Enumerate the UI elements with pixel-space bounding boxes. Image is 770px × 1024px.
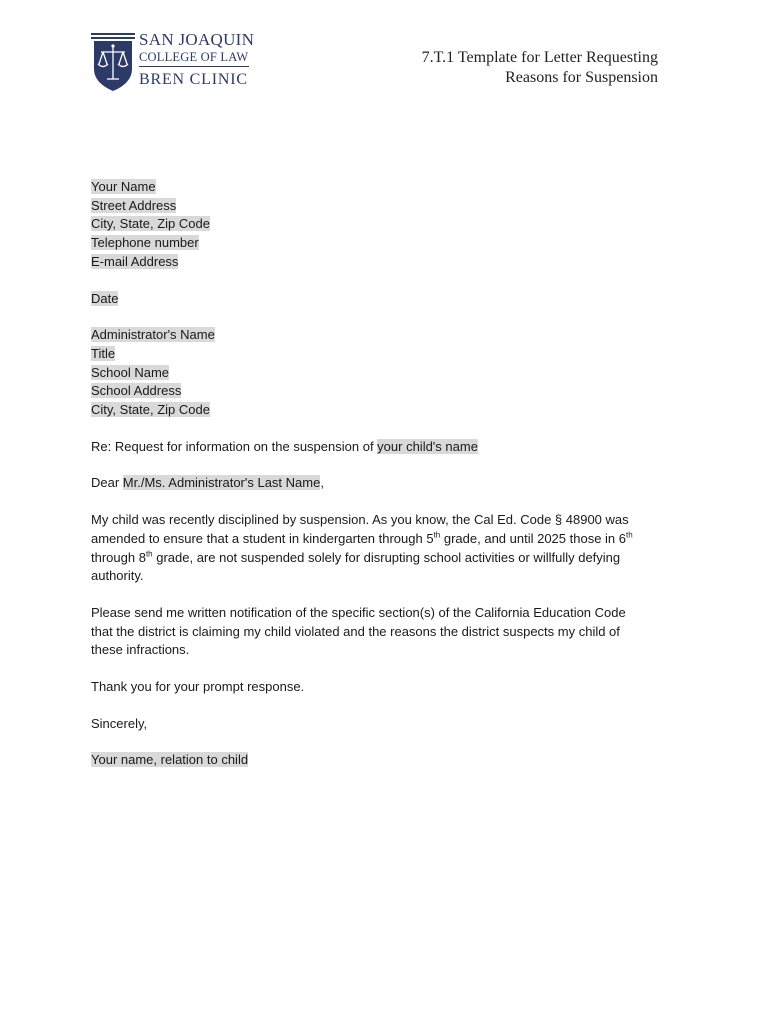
recipient-title-field: Title xyxy=(91,345,116,361)
paragraph-2-line-2: that the district is claiming my child violated and the reasons the district suspects my child of xyxy=(91,623,620,639)
p1-text-3: grade, and until 2025 those in 6 xyxy=(440,530,627,546)
recipient-block xyxy=(91,326,691,420)
logo-line-2: COLLEGE OF LAW xyxy=(139,50,249,64)
clinic-logo xyxy=(91,31,261,93)
closing: Sincerely, xyxy=(91,715,148,731)
recipient-school-field: School Name xyxy=(91,364,170,380)
superscript-th-2: th xyxy=(626,530,633,540)
recipient-address-field: School Address xyxy=(91,383,182,399)
superscript-th-3: th xyxy=(145,549,153,559)
administrator-last-name-field: Mr./Ms. Administrator's Last Name xyxy=(122,475,321,491)
letter-body xyxy=(91,178,691,770)
superscript-th-1: th xyxy=(433,530,441,540)
sender-phone-field: Telephone number xyxy=(91,235,199,251)
salutation xyxy=(91,474,691,493)
p1-text-5: grade, are not suspended solely for disrupting school activities or willfully defying xyxy=(152,549,621,565)
p1-text-2: amended to ensure that a student in kindergarten through 5 xyxy=(91,530,434,546)
paragraph-1-line-3 xyxy=(91,549,691,568)
p1-text-4: through 8 xyxy=(91,549,146,565)
recipient-name-field: Administrator's Name xyxy=(91,327,215,343)
paragraph-1-line-2 xyxy=(91,530,691,549)
title-line-2: Reasons for Suspension xyxy=(505,69,658,86)
sender-city-field: City, State, Zip Code xyxy=(91,216,210,232)
salutation-comma: , xyxy=(320,475,324,491)
sender-email-field: E-mail Address xyxy=(91,253,179,269)
salutation-text: Dear xyxy=(91,475,123,491)
sender-block xyxy=(91,178,691,272)
title-line-1: 7.T.1 Template for Letter Requesting xyxy=(421,49,658,66)
recipient-city-field: City, State, Zip Code xyxy=(91,402,210,418)
paragraph-2-line-3: these infractions. xyxy=(91,642,190,658)
subject-text: Re: Request for information on the suspension of xyxy=(91,438,378,454)
logo-divider xyxy=(139,66,249,67)
paragraph-1-line-4: authority. xyxy=(91,568,144,584)
child-name-field: your child's name xyxy=(377,438,478,454)
thank-you-line: Thank you for your prompt response. xyxy=(91,679,305,695)
paragraph-1 xyxy=(91,511,691,586)
document-title xyxy=(422,48,658,88)
paragraph-2 xyxy=(91,604,691,660)
subject-line xyxy=(91,438,691,457)
logo-line-3: BREN CLINIC xyxy=(139,70,248,88)
scales-of-justice-shield-icon xyxy=(91,31,135,93)
date-field: Date xyxy=(91,290,119,306)
sender-name-field: Your Name xyxy=(91,179,156,194)
sender-street-field: Street Address xyxy=(91,197,177,213)
paragraph-1-line-1: My child was recently disciplined by suspension. As you know, the Cal Ed. Code § 48900 was xyxy=(91,512,629,528)
paragraph-2-line-1: Please send me written notification of the specific section(s) of the California Education Code xyxy=(91,604,626,620)
signature-field: Your name, relation to child xyxy=(91,752,249,768)
logo-line-1: SAN JOAQUIN xyxy=(139,30,255,49)
